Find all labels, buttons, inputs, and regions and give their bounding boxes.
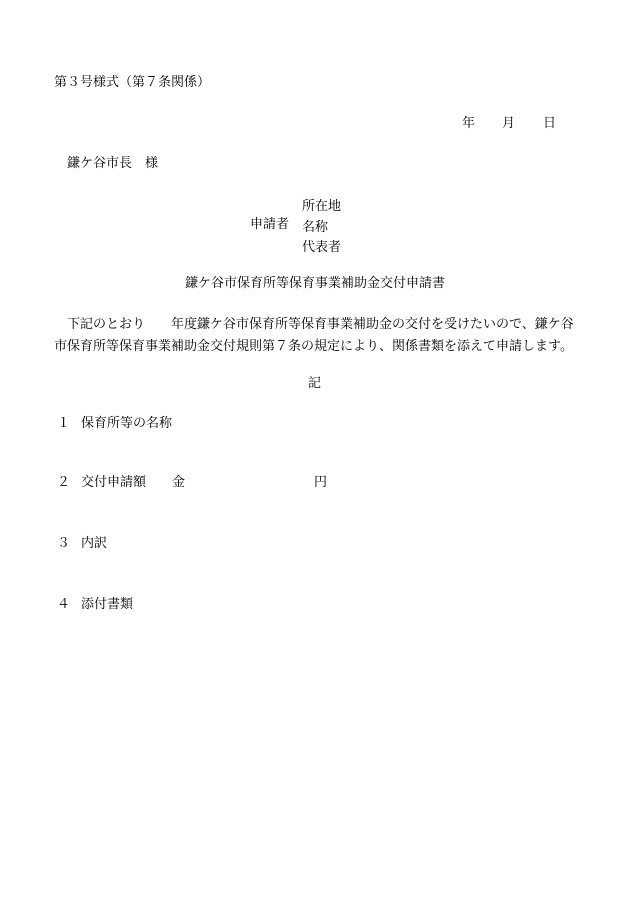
date-day: 日	[543, 116, 557, 131]
applicant-name-label: 名称	[302, 219, 329, 235]
addressee: 鎌ケ谷市長 様	[67, 156, 159, 171]
item-requested-amount	[57, 476, 146, 489]
date-line	[462, 117, 556, 130]
item-label: 保育所等の名称	[81, 416, 173, 431]
form-number: 第３号様式（第７条関係）	[54, 75, 211, 90]
item-label: 内訳	[81, 536, 108, 551]
applicant-label: 申請者	[250, 217, 290, 232]
date-year: 年	[462, 116, 476, 131]
applicant-address-label: 所在地	[302, 199, 342, 214]
item-number: ２	[57, 475, 71, 490]
amount-unit: 円	[314, 475, 328, 490]
item-number: １	[57, 416, 71, 431]
item-label: 交付申請額	[81, 475, 147, 490]
ki-heading: 記	[308, 376, 322, 391]
applicant-fields	[302, 197, 341, 259]
amount-prefix: 金	[172, 475, 186, 490]
date-month: 月	[502, 116, 516, 131]
document-title: 鎌ケ谷市保育所等保育事業補助金交付申請書	[185, 276, 446, 291]
item-breakdown	[57, 537, 107, 550]
applicant-representative-label: 代表者	[302, 240, 342, 255]
item-facility-name	[57, 417, 172, 430]
item-label: 添付書類	[81, 597, 134, 612]
item-attachments	[57, 598, 133, 611]
body-paragraph: 下記のとおり 年度鎌ケ谷市保育所等保育事業補助金の交付を受けたいので、鎌ケ谷市保育所等保育事業補助金交付規則第７条の規定により、関係書類を添えて申請します。	[54, 317, 574, 354]
item-number: ４	[57, 597, 71, 612]
item-number: ３	[57, 536, 71, 551]
